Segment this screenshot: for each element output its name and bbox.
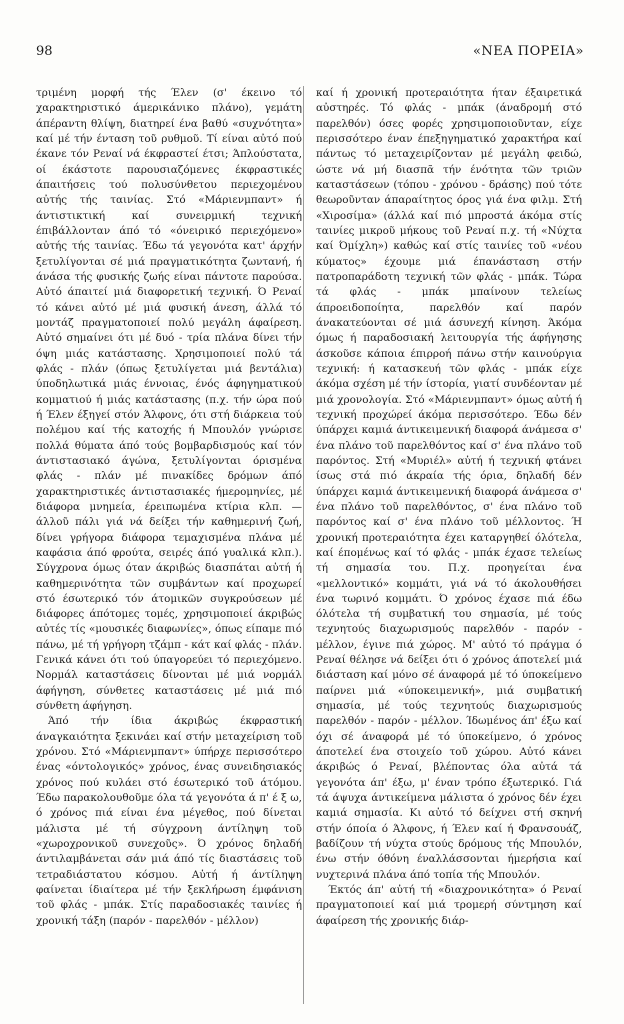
right-paragraph-1: καί ή χρονική προτεραιότητα ήταν έξαιρετικά αὐστηρές. Τό φλάς - μπάκ (άναδρομή στό παρελθόν) όσες φορές χρησιμοποιοῦνταν, είχε περισσότερο έναν έπεξηγηματικό χαρακτήρα καί πάντως τό μεταχειρίζονταν μέ μεγάλη φειδώ, ώστε νά μή διασπᾶ τήν ένότητα τῶν τριῶν καταστάσεων (τόπου - χρόνου - δράσης) πού τότε θεωροῦνταν άπαραίτητος όρος γιά ένα φιλμ. Στή «Χιροσίμα» (άλλά καί πιό μπροστά άκόμα στίς ταινίες μικροῦ μήκους τοῦ Ρεναί π.χ. τή «Νύχτα καί Όμίχλη») καθώς καί στίς ταινίες τοῦ «νέου κύματος» έχουμε μιά έπανάσταση στήν πατροπαράδοτη τεχνική τῶν φλάς - μπάκ. Τώρα τά φλάς - μπάκ μπαίνουν τελείως άπροειδοποίητα, παρελθόν καί παρόν άνακατεύονται σέ μιά άσυνεχή κίνηση. Άκόμα όμως ή παραδοσιακή λειτουργία τής άφήγησης άσκοῦσε κάποια έπιρροή πάνω στήν καινούργια τεχνική: ή κατασκευή τῶν φλάς - μπάκ είχε άκόμα σχέση μέ τήν ίστορία, γιατί συνδέονταν μέ μιά χρονολογία. Στό «Μάριενμπαντ» όμως αὐτή ή τεχνική προχώρεί άκόμα περισσότερο. Έδω δέν ύπάρχει καμιά άντικειμενική διαφορά άνάμεσα σ' ένα πλάνο τοῦ παρελθόντος καί σ' ένα πλάνο τοῦ παρόντος. Στή «Μυριέλ» αὐτή ή τεχνική φτάνει ίσως στά πιό άκραία τής όρια, δηλαδή δέν ύπάρχει καμιά άντικειμενική διαφορά άνάμεσα σ' ένα πλάνο τοῦ παρελθόντος, σ' ένα πλάνο τοῦ παρόντος καί σ' ένα πλάνο τοῦ μέλλοντος. Ή χρονική προτεραιότητα έχει καταργηθεί όλότελα, καί έπομένως καί τό φλάς - μπάκ έχασε τελείως τή σημασία του. Π.χ. προηγείται ένα «μελλοντικό» κομμάτι, γιά νά τό άκολουθήσει ένα τωρινό κομμάτι. Ό χρόνος έχασε πιά έδω όλότελα τή συμβατική του σημασία, μέ τούς τεχνητούς διαχωρισμούς παρελθόν - παρόν - μέλλον, έγινε πιά χώρος. Μ' αὐτό τό πράγμα ό Ρεναί θέλησε νά δείξει ότι ό χρόνος άποτελεί μιά διάσταση καί μόνο σέ άναφορά μέ τό ύποκείμενο παίρνει μιά «ύποκειμενική», μιά συμβατική σημασία, μέ τούς τεχνητούς διαχωρισμούς παρελθόν - παρόν - μέλλον. Ίδωμένος άπ' έξω καί όχι σέ άναφορά μέ τό ύποκείμενο, ό χρόνος άποτελεί ένα στοιχείο τοῦ χώρου. Αὐτό κάνει άκριβώς ό Ρεναί, βλέποντας όλα αὐτά τά γεγονότα άπ' έξω, μ' έναν τρόπο έξωτερικό. Γιά τά άψυχα άντικείμενα μάλιστα ό χρόνος δέν έχει καμιά σημασία. Κι αὐτό τό δείχνει στή σκηνή στήν όποία ό Άλφονς, ή Έλεν καί ή Φρανσουάζ, βαδίζουν τή νύχτα στούς δρόμους τής Μπουλόν, ένω στήν όθόνη έναλλάσσονται ήμερήσια καί νυχτερινά πλάνα άπό τοπία τής Μπουλόν.	[316, 87, 582, 881]
right-column	[316, 86, 582, 929]
right-paragraph-2: Έκτός άπ' αὐτή τή «διαχρονικότητα» ό Ρεναί πραγματοποιεί καί μιά τρομερή σύντμηση καί άφαίρεση τής χρονικής διάρ-	[316, 884, 582, 927]
running-title: «ΝΕΑ ΠΟΡΕΙΑ»	[472, 44, 584, 59]
left-paragraph-2: Άπό τήν ίδια άκριβώς έκφραστική άναγκαιότητα ξεκινάει καί στήν μεταχείριση τοῦ χρόνου. Στό «Μάριενμπαντ» ύπήρχε περισσότερο ένας «όντολογικός» χρόνος, ένας συνειδησιακός χρόνος πού κυλάει στό έσωτερικό τοῦ άτόμου. Έδω παρακολουθοῦμε όλα τά γεγονότα ά π' έ ξ ω, ό χρόνος πιά είναι ένα μέγεθος, πού δίνεται μάλιστα μέ τή σύγχρονη άντίληψη τοῦ «χωροχρονικοῦ συνεχοῦς». Ό χρόνος δηλαδή άντιλαμβάνεται σάν μιά άπό τίς διαστάσεις τοῦ τετραδιάστατου κόσμου. Αὐτή ή άντίληψη φαίνεται ίδιαίτερα μέ τήν ξεκλήρωση έμφάνιση τοῦ φλάς - μπάκ. Στίς παραδοσιακές ταινίες ή χρονική τάξη (παρόν - παρελθόν - μέλλον)	[36, 715, 302, 927]
page-header	[36, 44, 584, 64]
left-column	[36, 86, 302, 929]
left-paragraph-1: τριμένη μορφή τής Έλεν (σ' έκεινο τό χαρακτηριστικό άμερικάνικο πλάνο), γεμάτη άπέραντη θλίψη, διατηρεί ένα βαθύ «συχνότητα» καί μέ τήν ένταση τοῦ ρυθμοῦ. Τί είναι αὐτό πού έκανε τόν Ρεναί νά έκφραστεί έτσι; Άπλούστατα, οί έκάστοτε παρουσιαζόμενες έκφραστικές άπαιτήσεις τού πολυσύνθετου περιεχομένου αὐτής τής ταινίας. Στό «Μάριενμπαντ» ή άντιστικτική καί συνειρμική τεχνική έπιβάλλονταν άπό τό «όνειρικό περιεχόμενο» αὐτής τής ταινίας. Έδω τά γεγονότα κατ' άρχήν ξετυλίγονται σέ μιά πραγματικότητα ζωντανή, ή άνάσα τής φυσικής ζωής είναι πάντοτε παρούσα. Αὐτό άπαιτεί μιά διαφορετική τεχνική. Ό Ρεναί τό κάνει αὐτό μέ μιά φυσική άνεση, άλλά τό μοντάζ πραγματοποιεί πολύ μεγάλη άφαίρεση. Αὐτό σημαίνει ότι μέ δυό - τρία πλάνα δίνει τήν όψη μιάς κατάστασης. Χρησιμοποιεί πολύ τά φλάς - πλάν (όπως ξετυλίγεται μιά βεντάλια) ύποδηλωτικά μιάς έννοιας, ένός άφηγηματικού κομματιού ή μιάς κατάστασης (π.χ. τήν ώρα πού ή Έλεν έξηγεί στόν Άλφονς, ότι στή διάρκεια τού πολέμου καί τής κατοχής ή Μπουλόν γνώρισε πολλά θύματα άπό τούς βομβαρδισμούς καί τόν άντιστασιακό άγώνα, ξετυλίγονται όρισμένα φλάς - πλάν μέ πινακίδες δρόμων άπό χαρακτηριστικές άντιστασιακές ήμερομηνίες, μέ διάφορα μνημεία, έρειπωμένα κτίρια κλπ. — άλλοῦ πάλι γιά νά δείξει τήν καθημερινή ζωή, δίνει γρήγορα διάφορα τεμαχισμένα πλάνα μέ καφάσια άπό φρούτα, σειρές άπό γυαλικά κλπ.). Σύγχρονα όμως όταν άκριβώς διασπάται αὐτή ή καθημερινότητα τῶν συμβάντων καί προχωρεί στό έσωτερικό τόν άτομικῶν συγκρούσεων μέ διάφορες άπότομες τομές, χρησιμοποιεί άκριβώς αὐτές τίς «μουσικές διαφωνίες», όπως είπαμε πιό πάνω, μέ τή γρήγορη τζάμπ - κάτ καί φλάς - πλάν. Γενικά κάνει ότι τού ύπαγορεύει τό περιεχόμενο. Νορμάλ καταστάσεις δίνονται μέ μιά νορμάλ άφήγηση, σύνθετες καταστάσεις μέ μιά πιό σύνθετη άφήγηση.	[36, 87, 302, 713]
page-number: 98	[36, 44, 53, 59]
column-separator	[303, 86, 304, 1004]
